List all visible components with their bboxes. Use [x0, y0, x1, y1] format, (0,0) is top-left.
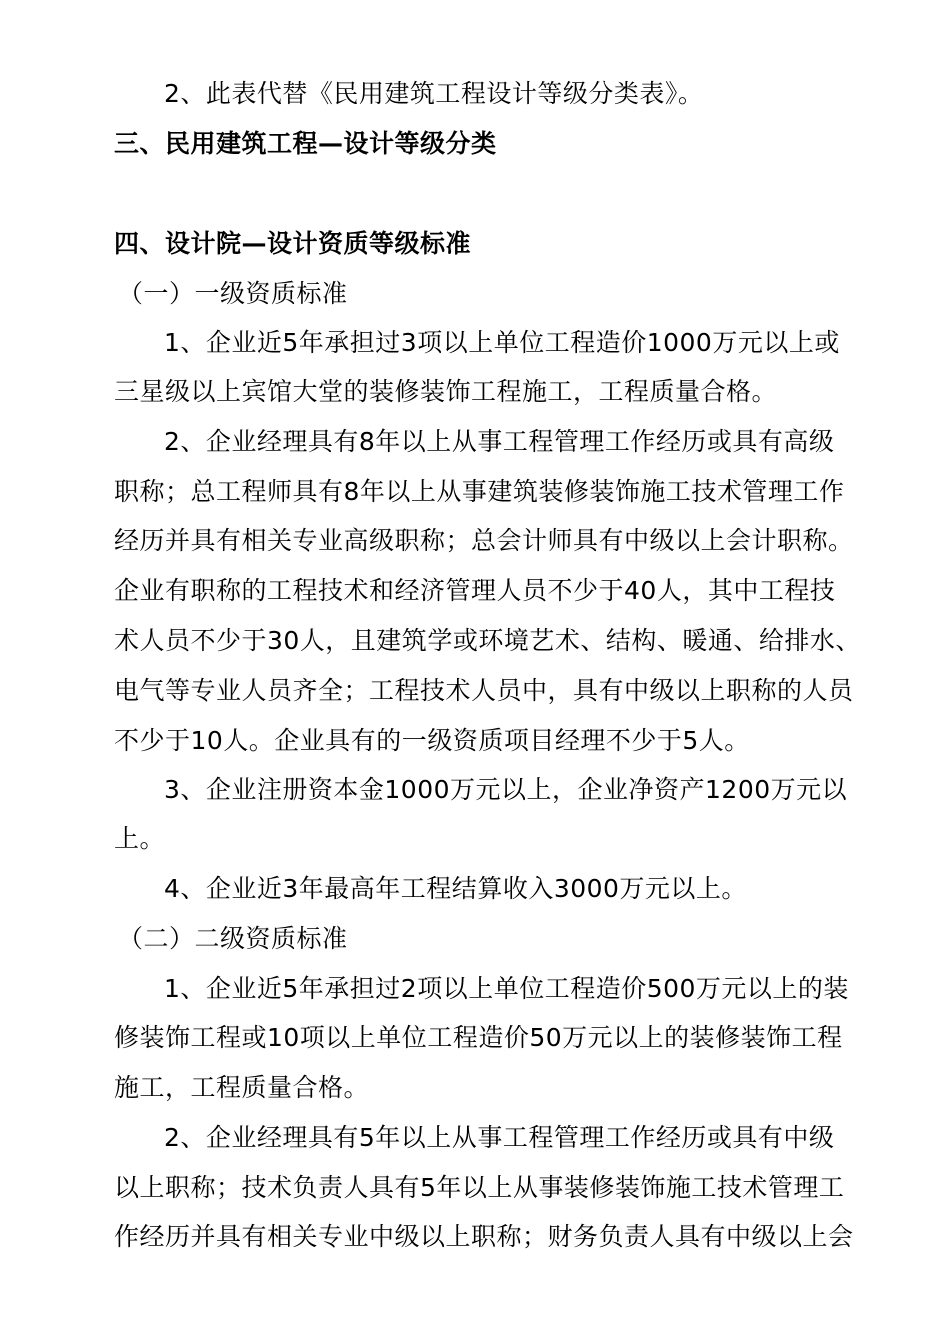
- paragraph-line: 不少于10人。企业具有的一级资质项目经理不少于5人。: [114, 726, 750, 755]
- paragraph-line: 作经历并具有相关专业中级以上职称；财务负责人具有中级以上会: [114, 1222, 854, 1251]
- paragraph-line: 职称；总工程师具有8年以上从事建筑装修装饰施工技术管理工作: [114, 477, 845, 506]
- paragraph-line: 2、此表代替《民用建筑工程设计等级分类表》。: [164, 79, 704, 108]
- paragraph-line: 以上职称；技术负责人具有5年以上从事装修装饰施工技术管理工: [114, 1173, 845, 1202]
- paragraph-line: 3、企业注册资本金1000万元以上，企业净资产1200万元以: [164, 775, 848, 804]
- paragraph-line: 电气等专业人员齐全；工程技术人员中，具有中级以上职称的人员: [114, 676, 854, 705]
- paragraph-line: 上。: [114, 824, 166, 853]
- section-heading: 四、设计院—设计资质等级标准: [114, 229, 472, 258]
- subsection-heading: （一）一级资质标准: [118, 279, 348, 308]
- paragraph-line: 2、企业经理具有8年以上从事工程管理工作经历或具有高级: [164, 427, 835, 456]
- paragraph-line: 施工，工程质量合格。: [114, 1073, 370, 1102]
- paragraph-line: 企业有职称的工程技术和经济管理人员不少于40人，其中工程技: [114, 576, 836, 605]
- paragraph-line: 修装饰工程或10项以上单位工程造价50万元以上的装修装饰工程: [114, 1023, 843, 1052]
- paragraph-line: 三星级以上宾馆大堂的装修装饰工程施工，工程质量合格。: [114, 377, 778, 406]
- paragraph-line: 1、企业近5年承担过2项以上单位工程造价500万元以上的装: [164, 974, 849, 1003]
- paragraph-line: 4、企业近3年最高年工程结算收入3000万元以上。: [164, 874, 747, 903]
- paragraph-line: 1、企业近5年承担过3项以上单位工程造价1000万元以上或: [164, 328, 840, 357]
- paragraph-line: 2、企业经理具有5年以上从事工程管理工作经历或具有中级: [164, 1123, 835, 1152]
- section-heading: 三、民用建筑工程—设计等级分类: [114, 129, 497, 158]
- paragraph-line: 术人员不少于30人，且建筑学或环境艺术、结构、暖通、给排水、: [114, 626, 861, 655]
- subsection-heading: （二）二级资质标准: [118, 924, 348, 953]
- paragraph-line: 经历并具有相关专业高级职称；总会计师具有中级以上会计职称。: [114, 526, 854, 555]
